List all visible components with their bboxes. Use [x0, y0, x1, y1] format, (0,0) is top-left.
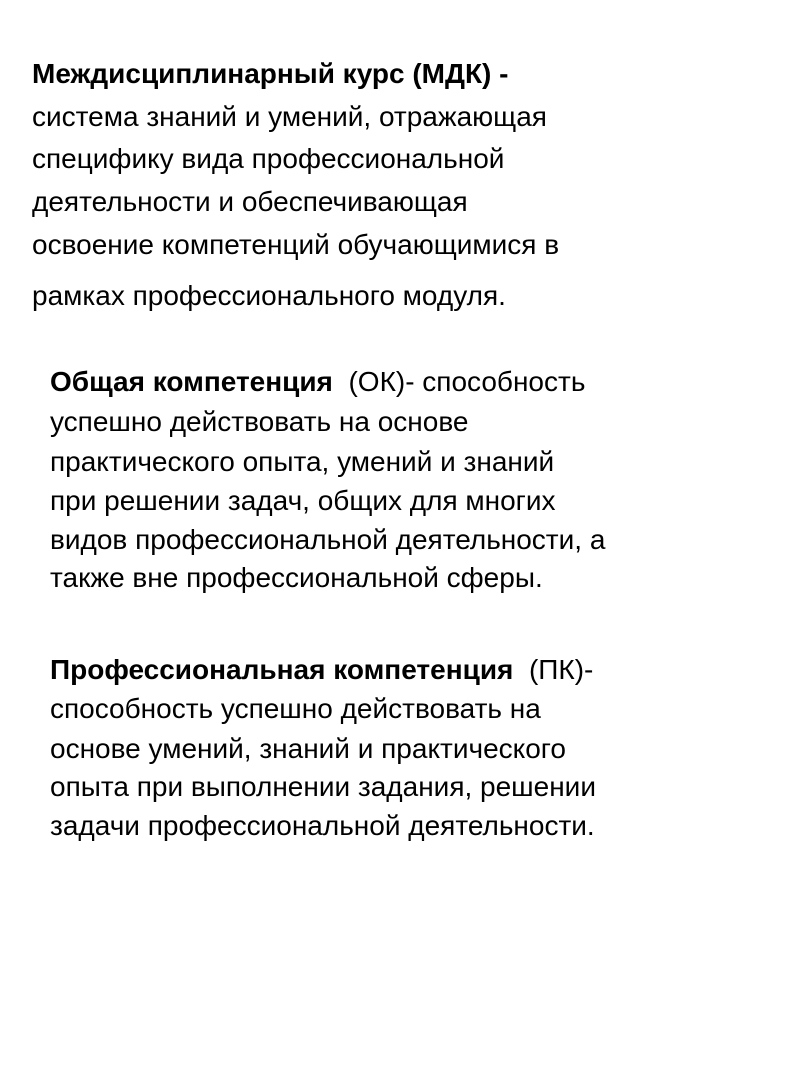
mdk-line: система знаний и умений, отражающая [32, 101, 547, 132]
ok-line: также вне профессиональной сферы. [50, 562, 543, 593]
ok-line: видов профессиональной деятельности, а [50, 524, 606, 555]
ok-term: Общая компетенция [50, 366, 333, 397]
mdk-line: освоение компетенций обучающимися в [32, 229, 560, 260]
ok-line: успешно действовать на основе [50, 406, 469, 437]
pk-line: опыта при выполнении задания, решении [50, 771, 596, 802]
mdk-line: деятельности и обеспечивающая [32, 186, 468, 217]
pk-abbr: (ПК)- [528, 654, 594, 685]
pk-line: основе умений, знаний и практического [50, 733, 566, 764]
pk-line: способность успешно действовать на [50, 693, 541, 724]
ok-line: при решении задач, общих для многих [50, 485, 556, 516]
pk-line: задачи профессиональной деятельности. [50, 810, 595, 841]
pk-first-line [50, 654, 593, 686]
ok-line: практического опыта, умений и знаний [50, 446, 555, 477]
ok-first-line [50, 366, 585, 398]
mdk-line: рамках профессионального модуля. [32, 280, 506, 311]
mdk-term: Междисциплинарный курс (МДК) - [32, 58, 509, 89]
ok-abbr: (ОК)- способность [348, 366, 586, 397]
pk-term: Профессиональная компетенция [50, 654, 514, 685]
mdk-line: специфику вида профессиональной [32, 143, 505, 174]
